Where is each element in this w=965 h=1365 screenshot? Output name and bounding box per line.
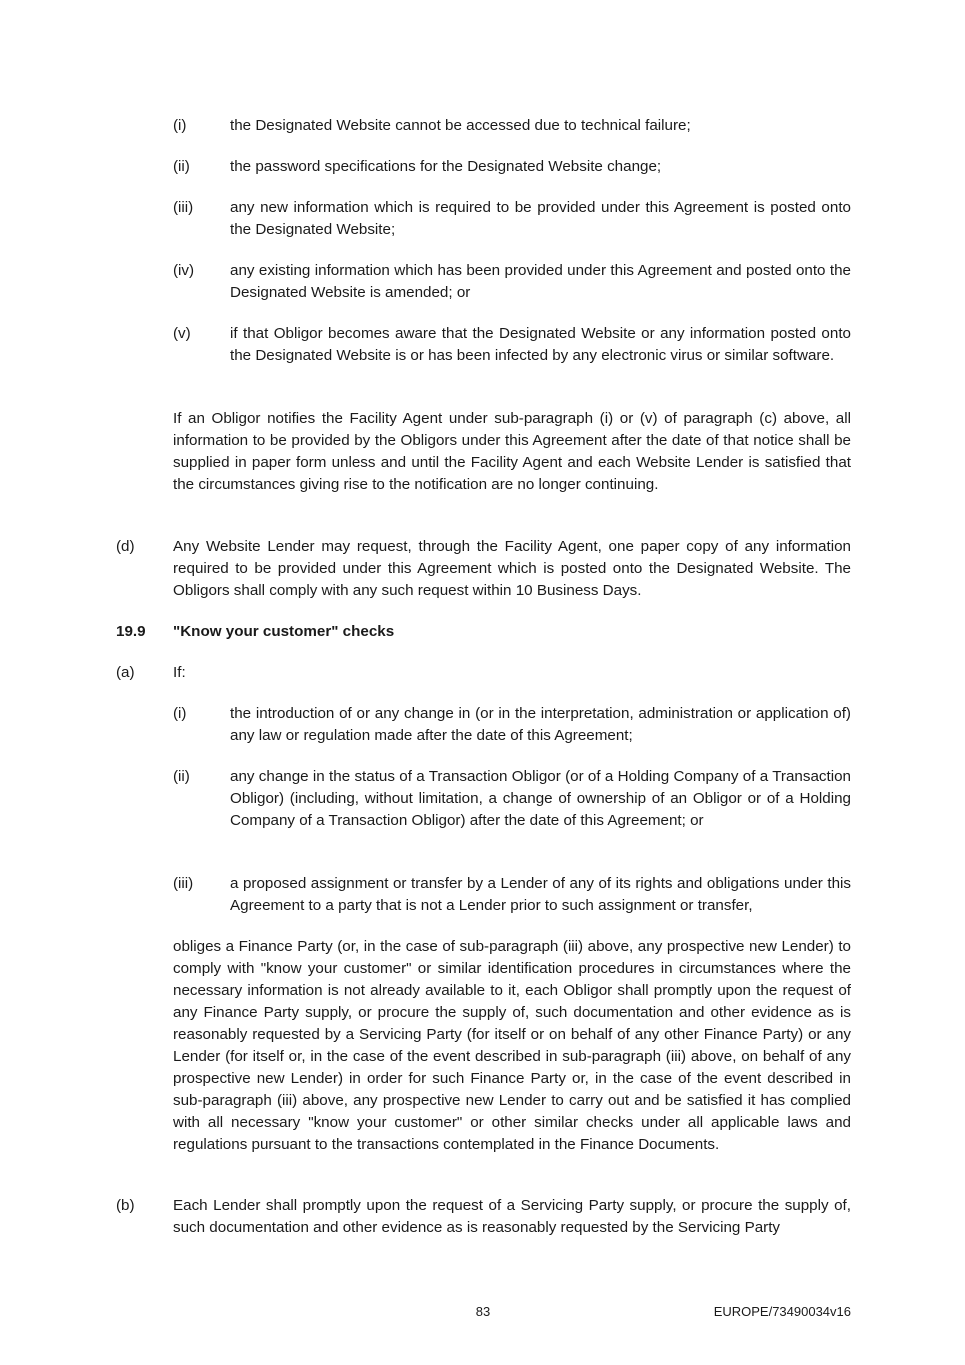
list-item-text: the Designated Website cannot be accessed due to technical failure; [230, 117, 691, 134]
section-title: "Know your customer" checks [173, 623, 395, 640]
list-item-text: if that Obligor becomes aware that the Designated Website or any information posted onto the Designated Website is or has been infected by any electronic virus or similar software. [230, 325, 851, 364]
list-item-text: the password specifications for the Designated Website change; [230, 158, 662, 175]
list-item-label: (i) [173, 117, 187, 134]
list-item-label: (ii) [173, 768, 190, 785]
paragraph-a-text: If: [173, 664, 186, 681]
paragraph-a-continuation: obliges a Finance Party (or, in the case of sub-paragraph (iii) above, any prospective new Lender) to comply with "know your customer" or similar identification procedures in circumstances where the necessary information is not already available to it, each Obligor shall promptly upon the request of any Finance Party supply, or procure the supply of, such documentation and other evidence as is reasonably requested by a Servicing Party (for itself or on behalf of any other Finance Party) or any Lender (for itself or, in the case of the event described in sub-paragraph (iii) above, on behalf of any prospective new Lender) in order for such Finance Party or, in the case of the event described in sub-paragraph (iii) above, any prospective new Lender to carry out and be satisfied it has complied with all necessary "know your customer" or other similar checks under all applicable laws and regulations pursuant to the transactions contemplated in the Finance Documents. [173, 938, 851, 1153]
list-item-label: (v) [173, 325, 191, 342]
list-item-text: any new information which is required to be provided under this Agreement is posted onto the Designated Website; [230, 199, 851, 238]
list-item-label: (ii) [173, 158, 190, 175]
list-item-text: the introduction of or any change in (or in the interpretation, administration or application of) any law or regulation made after the date of this Agreement; [230, 705, 851, 744]
document-reference: EUROPE/73490034v16 [713, 1304, 851, 1319]
list-item-text: a proposed assignment or transfer by a Lender of any of its rights and obligations under this Agreement to a party that is not a Lender prior to such assignment or transfer, [230, 875, 851, 914]
list-item-text: any existing information which has been provided under this Agreement and posted onto the Designated Website is amended; or [230, 262, 851, 301]
list-item-label: (iii) [173, 199, 194, 216]
list-item-label: (i) [173, 705, 187, 722]
paragraph-label: (d) [116, 538, 135, 555]
paragraph-label: (b) [116, 1197, 135, 1214]
list-item-label: (iv) [173, 262, 195, 279]
list-item-label: (iii) [173, 875, 194, 892]
list-item-text: any change in the status of a Transaction Obligor (or of a Holding Company of a Transaction Obligor) (including, without limitation, a change of ownership of an Obligor or of a Holding Company of a Transaction Obligor) after the date of this Agreement; or [230, 768, 851, 829]
section-number: 19.9 [116, 623, 146, 640]
paragraph-d-text: Any Website Lender may request, through the Facility Agent, one paper copy of any information required to be provided under this Agreement which is posted onto the Designated Website. The Obligors shall comply with any such request within 10 Business Days. [173, 538, 851, 599]
paragraph-label: (a) [116, 664, 135, 681]
paragraph-b-text: Each Lender shall promptly upon the request of a Servicing Party supply, or procure the supply of, such documentation and other evidence as is reasonably requested by the Servicing Party [173, 1197, 851, 1236]
page-number: 83 [475, 1304, 491, 1319]
paragraph-c-continuation: If an Obligor notifies the Facility Agent under sub-paragraph (i) or (v) of paragraph (c) above, all information to be provided by the Obligors under this Agreement after the date of that notice shall be supplied in paper form unless and until the Facility Agent and each Website Lender is satisfied that the circumstances giving rise to the notification are no longer continuing. [173, 410, 851, 493]
